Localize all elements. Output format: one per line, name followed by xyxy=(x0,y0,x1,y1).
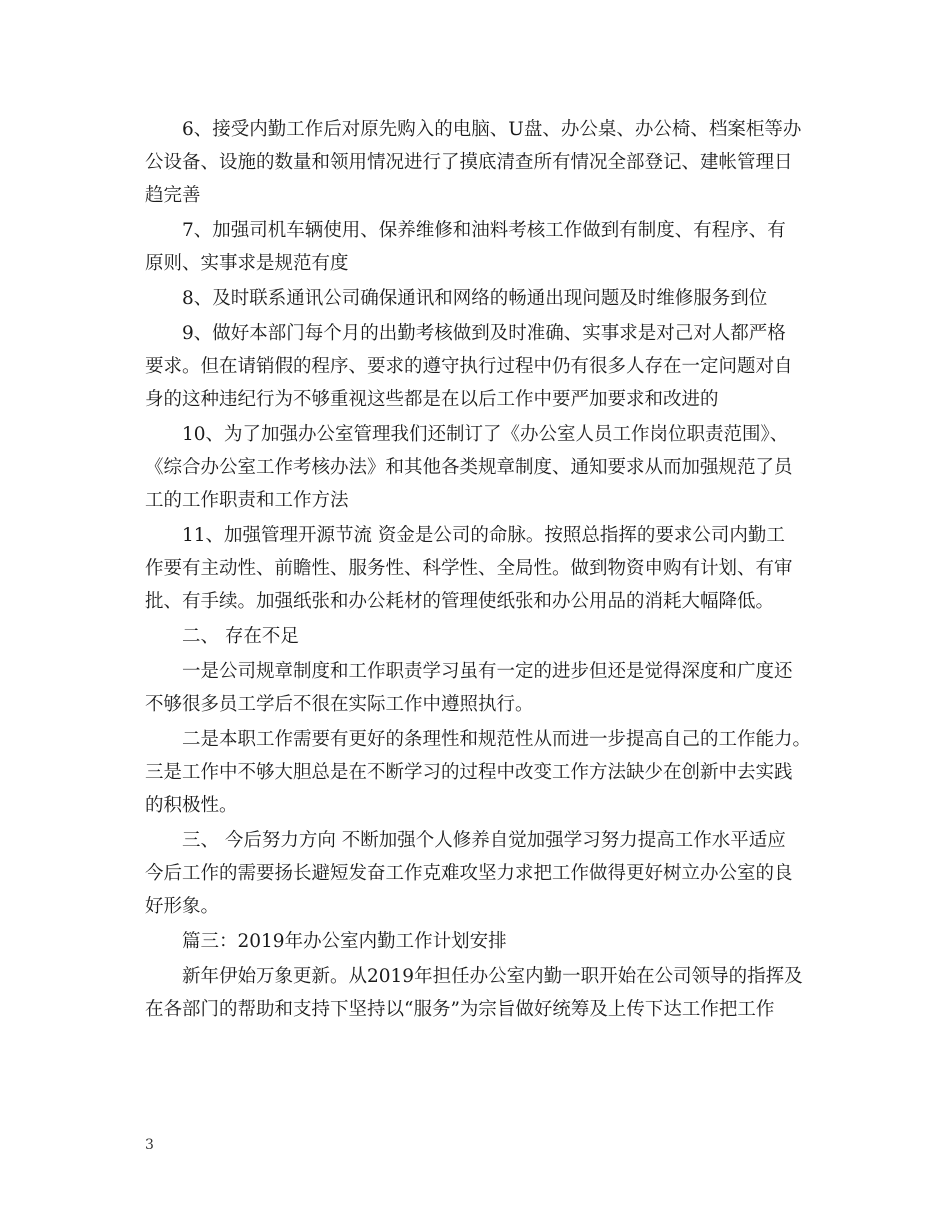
section-title-part-three: 篇三：2019年办公室内勤工作计划安排 xyxy=(182,931,507,952)
page-number: 3 xyxy=(145,1137,154,1153)
section-heading-shortcomings: 二、 存在不足 xyxy=(182,626,299,647)
paragraph-shortcoming-1: 一是公司规章制度和工作职责学习虽有一定的进步但还是觉得深度和广度还 不够很多员工学后不很在实际工作中遵照执行。 xyxy=(145,661,793,715)
paragraph-item-9: 9、做好本部门每个月的出勤考核做到及时准确、实事求是对己对人都严格 要求。但在请销假的程序、要求的遵守执行过程中仍有很多人存在一定问题对自 身的这种违纪行为不够重视这些都是在以后工作中要严加要求和改进的 xyxy=(145,323,793,410)
paragraph-item-6: 6、接受内勤工作后对原先购入的电脑、U盘、办公桌、办公椅、档案柜等办 公设备、设施的数量和领用情况进行了摸底清查所有情况全部登记、建帐管理日 趋完善 xyxy=(145,119,802,206)
paragraph-new-year: 新年伊始万象更新。从2019年担任办公室内勤一职开始在公司领导的指挥及 在各部门的帮助和支持下坚持以“服务”为宗旨做好统筹及上传下达工作把工作 xyxy=(145,966,803,1020)
paragraph-future-direction: 三、 今后努力方向 不断加强个人修养自觉加强学习努力提高工作水平适应 今后工作的需要扬长避短发奋工作克难攻坚力求把工作做得更好树立办公室的良 好形象。 xyxy=(145,830,793,917)
paragraph-item-10: 10、为了加强办公室管理我们还制订了《办公室人员工作岗位职责范围》、 《综合办公室工作考核办法》和其他各类规章制度、通知要求从而加强规范了员 工的工作职责和工作方法 xyxy=(145,424,793,511)
paragraph-item-8: 8、及时联系通讯公司确保通讯和网络的畅通出现问题及时维修服务到位 xyxy=(182,288,768,309)
document-body xyxy=(145,113,812,1028)
paragraph-item-7: 7、加强司机车辆使用、保养维修和油料考核工作做到有制度、有程序、有 原则、实事求是规范有度 xyxy=(145,220,786,274)
paragraph-shortcoming-2: 二是本职工作需要有更好的条理性和规范性从而进一步提高自己的工作能力。 三是工作中不够大胆总是在不断学习的过程中改变工作方法缺少在创新中去实践 的积极性。 xyxy=(145,729,812,816)
paragraph-item-11: 11、加强管理开源节流 资金是公司的命脉。按照总指挥的要求公司内勤工 作要有主动性、前瞻性、服务性、科学性、全局性。做到物资申购有计划、有审 批、有手续。加强纸张和办公耗材的管理使纸张和办公用品的消耗大幅降低。 xyxy=(145,525,793,612)
